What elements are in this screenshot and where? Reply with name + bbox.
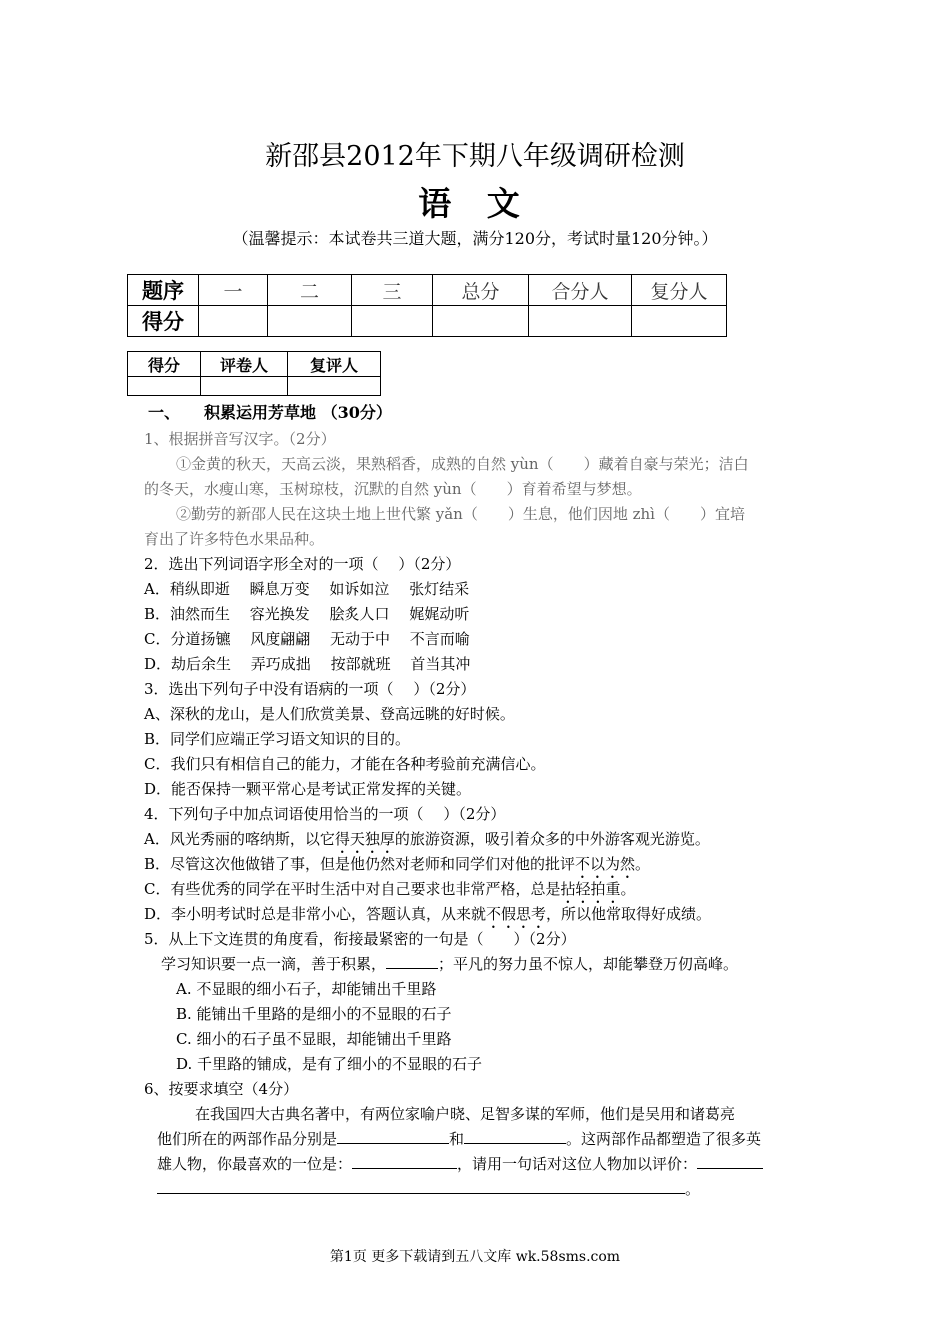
q6-blank-eval-cont[interactable] xyxy=(157,1193,685,1194)
grader-col-reviewer: 复评人 xyxy=(288,352,381,377)
exam-title: 新邵县2012年下期八年级调研检测 xyxy=(265,141,685,172)
score-col-tallier: 合分人 xyxy=(529,275,632,306)
score-col-1: 一 xyxy=(199,275,268,306)
q6-text: 他们所在的两部作品分别是 xyxy=(157,1130,338,1148)
q3-option: D．能否保持一颗平常心是考试正常发挥的关键。 xyxy=(144,780,472,798)
q2-option: B．油然而生 容光换发 脍炙人口 娓娓动听 xyxy=(144,605,470,623)
score-cell[interactable] xyxy=(352,306,433,337)
q6-text: 雄人物，你最喜欢的一位是： xyxy=(157,1155,353,1173)
q5-option: B. 能铺出千里路的是细小的不显眼的石子 xyxy=(176,1005,452,1023)
q6-text: 和 xyxy=(449,1130,465,1148)
q4-text: 的旅游资源，吸引着众多的中外游客观光游览。 xyxy=(394,830,710,848)
q1-stem: 1、根据拼音写汉字。（2分） xyxy=(144,430,336,448)
row-label-order: 题序 xyxy=(128,275,199,306)
q5-passage xyxy=(161,953,738,974)
q4-text: D．李小明考试时总是非常小心，答题认真，从来就 xyxy=(144,905,487,923)
grader-cell[interactable] xyxy=(288,377,381,396)
q5-option: A. 不显眼的细小石子，却能铺出千里路 xyxy=(176,980,437,998)
q4-text: C．有些优秀的同学在平时生活中对自己要求也非常严格，总是 xyxy=(144,880,561,898)
q6-blank-work1[interactable] xyxy=(337,1143,449,1144)
q6-line xyxy=(157,1153,763,1174)
q4-text: 。 xyxy=(620,880,636,898)
grader-table xyxy=(127,351,381,396)
score-col-reviewer: 复分人 xyxy=(632,275,727,306)
exam-hint: （温馨提示：本试卷共三道大题，满分120分，考试时量120分钟。） xyxy=(232,229,718,248)
q3-option: C．我们只有相信自己的能力，才能在各种考验前充满信心。 xyxy=(144,755,546,773)
score-cell[interactable] xyxy=(199,306,268,337)
q6-stem: 6、按要求填空（4分） xyxy=(144,1080,299,1098)
q4-dotted-phrase: 拈轻拍重 xyxy=(560,880,621,898)
q6-text: 。 xyxy=(685,1180,701,1198)
q5-stem: 5．从上下文连贯的角度看，衔接最紧密的一句是（ ）（2分） xyxy=(144,930,576,948)
q2-option: D．劫后余生 弄巧成拙 按部就班 首当其冲 xyxy=(144,655,471,673)
q5-option: D. 千里路的铺成，是有了细小的不显眼的石子 xyxy=(176,1055,483,1073)
score-table xyxy=(127,274,727,337)
score-col-3: 三 xyxy=(352,275,433,306)
q3-stem: 3．选出下列句子中没有语病的一项（ ）（2分） xyxy=(144,680,476,698)
row-label-score: 得分 xyxy=(128,306,199,337)
score-cell[interactable] xyxy=(632,306,727,337)
q6-blank-work2[interactable] xyxy=(464,1143,566,1144)
q5-text: ；平凡的努力虽不惊人，却能攀登万仞高峰。 xyxy=(438,955,739,973)
q1-line: 育出了许多特色水果品种。 xyxy=(144,530,325,548)
q6-line xyxy=(157,1178,700,1199)
q4-text: ，所以他常取得好成绩。 xyxy=(546,905,712,923)
q1-line: ①金黄的秋天，天高云淡，果熟稻香，成熟的自然 yùn（ ）藏着自豪与荣光；洁白 xyxy=(176,455,749,473)
q4-text: B．尽管这次他做错了事，但是他仍然对老师和同学们对他的批评 xyxy=(144,855,576,873)
grader-col-score: 得分 xyxy=(128,352,201,377)
q4-text: 。 xyxy=(635,855,651,873)
q5-option: C. 细小的石子虽不显眼，却能铺出千里路 xyxy=(176,1030,452,1048)
q6-blank-hero[interactable] xyxy=(352,1168,457,1169)
q3-option: B．同学们应端正学习语文知识的目的。 xyxy=(144,730,411,748)
q2-option: C．分道扬镳 风度翩翩 无动于中 不言而喻 xyxy=(144,630,470,648)
q6-blank-eval[interactable] xyxy=(697,1168,763,1169)
grader-cell[interactable] xyxy=(201,377,288,396)
q3-option: A、深秋的龙山，是人们欣赏美景、登高远眺的好时候。 xyxy=(144,705,515,723)
q6-line xyxy=(157,1128,761,1149)
q2-option: A．稍纵即逝 瞬息万变 如诉如泣 张灯结采 xyxy=(144,580,470,598)
q4-dotted-phrase: 不假思考 xyxy=(486,905,547,923)
q6-line: 在我国四大古典名著中，有两位家喻户晓、足智多谋的军师，他们是吴用和诸葛亮 xyxy=(195,1105,736,1123)
q1-line: 的冬天，水瘦山寒，玉树琼枝，沉默的自然 yùn（ ）育着希望与梦想。 xyxy=(144,480,642,498)
q5-blank[interactable] xyxy=(386,968,438,969)
q5-text: 学习知识要一点一滴，善于积累， xyxy=(161,955,387,973)
section-1-title: 一、 积累运用芳草地 （30分） xyxy=(148,403,392,422)
score-cell[interactable] xyxy=(433,306,529,337)
q6-text: ，请用一句话对这位人物加以评价： xyxy=(457,1155,698,1173)
score-cell[interactable] xyxy=(268,306,352,337)
grader-col-grader: 评卷人 xyxy=(201,352,288,377)
q2-stem: 2．选出下列词语字形全对的一项（ ）（2分） xyxy=(144,555,461,573)
score-cell[interactable] xyxy=(529,306,632,337)
q6-text: 。这两部作品都塑造了很多英 xyxy=(566,1130,762,1148)
subject-heading: 语 文 xyxy=(418,184,532,223)
q1-line: ②勤劳的新邵人民在这块土地上世代繁 yǎn（ ）生息，他们因地 zhì（ ）宜培 xyxy=(176,505,745,523)
page-footer: 第1页 更多下载请到五八文库 wk.58sms.com xyxy=(329,1249,621,1265)
score-col-total: 总分 xyxy=(433,275,529,306)
q4-dotted-phrase: 得天独厚 xyxy=(334,830,395,848)
q4-stem: 4．下列句子中加点词语使用恰当的一项（ ）（2分） xyxy=(144,805,506,823)
q4-text: A．风光秀丽的喀纳斯，以它 xyxy=(144,830,335,848)
score-col-2: 二 xyxy=(268,275,352,306)
q4-dotted-phrase: 不以为然 xyxy=(575,855,636,873)
grader-cell[interactable] xyxy=(128,377,201,396)
